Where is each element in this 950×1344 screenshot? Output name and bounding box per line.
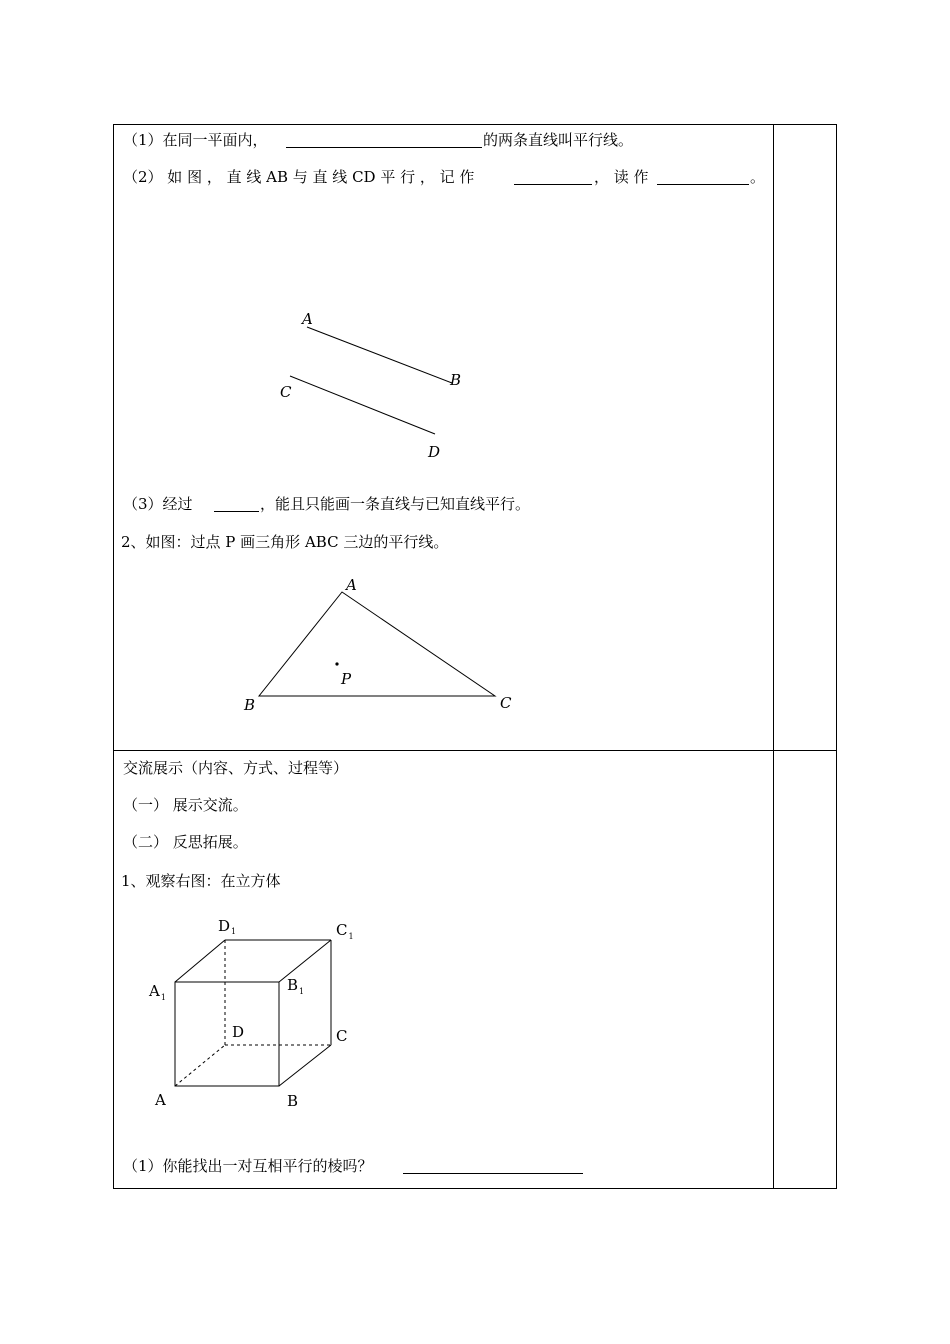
label-c1: $C_1$ — [336, 921, 354, 941]
step2-text: （二） 反思拓展。 — [123, 833, 248, 851]
sub-question1-text: （1）你能找出一对互相平行的棱吗？ — [123, 1157, 373, 1175]
label-b: B — [244, 696, 256, 714]
item2-end: 。 — [750, 168, 766, 186]
label-b: B — [287, 1092, 299, 1110]
item2-mid: ， 读 作 — [594, 168, 649, 186]
sub-question1-answer-blank[interactable] — [403, 1173, 583, 1174]
label-a: A — [346, 576, 357, 594]
item1-suffix: 的两条直线叫平行线。 — [483, 131, 634, 149]
label-c: C — [500, 694, 512, 712]
item1-prefix: （1）在同一平面内， — [123, 131, 268, 149]
edge-a-d-hidden — [175, 1045, 225, 1086]
label-b1: $B_1$ — [287, 976, 305, 996]
step1-text: （一） 展示交流。 — [123, 796, 248, 814]
cube-front-face — [175, 982, 279, 1086]
question1-text: 1、观察右图：在立方体 — [121, 872, 281, 890]
label-b: B — [450, 371, 462, 389]
label-d1: $D_1$ — [218, 917, 237, 936]
label-a: A — [302, 310, 313, 328]
edge-b-c — [279, 1045, 331, 1086]
question2-text: 2、如图：过点 P 画三角形 ABC 三边的平行线。 — [121, 533, 449, 551]
section2-heading: 交流展示（内容、方式、过程等） — [123, 759, 349, 777]
label-c: C — [280, 383, 292, 401]
label-p: P — [341, 670, 352, 688]
label-c: C — [336, 1027, 348, 1045]
label-d: D — [232, 1023, 245, 1041]
label-d: D — [428, 443, 441, 461]
item3-suffix: ，能且只能画一条直线与已知直线平行。 — [260, 495, 531, 513]
edge-a1-d1 — [175, 940, 225, 982]
label-a: A — [155, 1091, 166, 1109]
item2-text: （2） 如 图 ， 直 线 AB 与 直 线 CD 平 行 ， 记 作 — [123, 168, 475, 186]
label-a1: $A_1$ — [149, 982, 166, 1002]
item3-prefix: （3）经过 — [123, 495, 193, 513]
